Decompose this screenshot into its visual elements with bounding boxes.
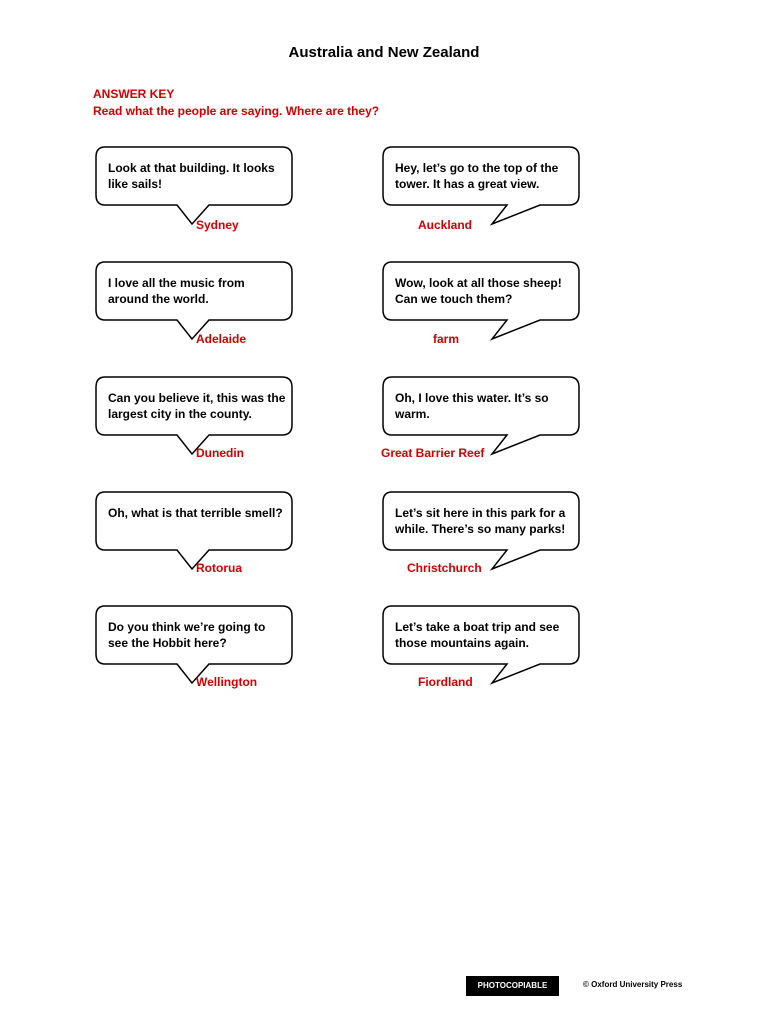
answer-label: Sydney: [196, 218, 239, 232]
answer-label: Adelaide: [196, 332, 247, 346]
speech-bubble: [95, 261, 293, 349]
speech-text: Wow, look at all those sheep! Can we touch them?: [395, 276, 562, 306]
answer-label: Christchurch: [407, 561, 482, 575]
answer-label: Wellington: [196, 675, 258, 689]
speech-bubble: [95, 605, 293, 693]
speech-text: Let’s take a boat trip and see those mountains again.: [395, 620, 560, 650]
speech-text: Can you believe it, this was the largest city in the county.: [108, 391, 286, 421]
page-title: Australia and New Zealand: [288, 44, 480, 61]
answer-label: farm: [433, 332, 460, 346]
speech-text: Oh, I love this water. It’s so warm.: [395, 391, 549, 421]
speech-bubble: [95, 376, 293, 464]
speech-bubble: [382, 261, 580, 349]
speech-text: Look at that building. It looks like sails!: [108, 161, 275, 191]
speech-bubble: [95, 491, 293, 579]
answer-label: Dunedin: [196, 446, 244, 460]
speech-text: Do you think we’re going to see the Hobbit here?: [108, 620, 266, 650]
speech-bubble: [382, 605, 580, 693]
copyright-text: © Oxford University Press: [583, 980, 683, 989]
photocopiable-badge: PHOTOCOPIABLE: [466, 976, 559, 996]
answer-label: Great Barrier Reef: [381, 446, 485, 460]
speech-text: Hey, let’s go to the top of the tower. It has a great view.: [395, 161, 559, 191]
speech-text: I love all the music from around the world.: [108, 276, 245, 306]
speech-text: Oh, what is that terrible smell?: [108, 506, 283, 520]
answer-label: Fiordland: [418, 675, 473, 689]
speech-text: Let’s sit here in this park for a while. There’s so many parks!: [395, 506, 566, 536]
answer-label: Rotorua: [196, 561, 242, 575]
answer-key-label: ANSWER KEY: [93, 87, 175, 101]
speech-bubble: [95, 146, 293, 234]
speech-bubble: [382, 146, 580, 234]
answer-label: Auckland: [418, 218, 473, 232]
instruction-text: Read what the people are saying. Where are they?: [93, 104, 380, 118]
